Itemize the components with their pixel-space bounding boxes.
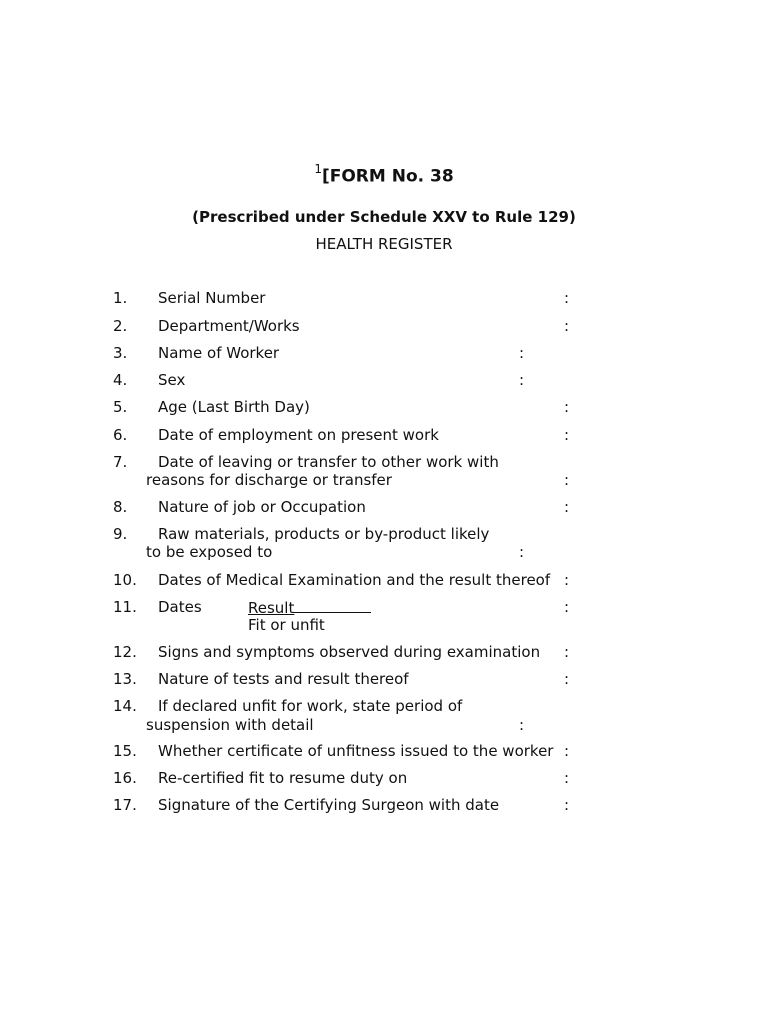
item-number: 16. <box>113 769 137 787</box>
item-number: 14. <box>113 697 137 715</box>
item-label: Sex <box>158 371 186 389</box>
item-colon: : <box>519 716 525 734</box>
item-number: 4. <box>113 371 128 389</box>
item-label: Date of leaving or transfer to other work with <box>158 453 499 471</box>
item-label: Department/Works <box>158 317 300 335</box>
footnote-marker: 1 <box>314 162 322 176</box>
item-colon: : <box>519 543 525 561</box>
item-colon: : <box>564 426 570 444</box>
item-colon: : <box>564 769 570 787</box>
item-label: Dates <box>158 598 202 616</box>
item-number: 8. <box>113 498 128 516</box>
item-colon: : <box>564 317 570 335</box>
item-colon: : <box>564 571 570 589</box>
item-label: Whether certificate of unfitness issued to the worker <box>158 742 554 760</box>
item-label: Date of employment on present work <box>158 426 439 444</box>
result-column-heading <box>248 598 371 617</box>
item-label: Signature of the Certifying Surgeon with date <box>158 796 500 814</box>
item-label: Signs and symptoms observed during examination <box>158 643 541 661</box>
item-label: Re-certified fit to resume duty on <box>158 769 408 787</box>
item-label-continued: suspension with detail <box>146 716 314 734</box>
item-label: Raw materials, products or by-product likely <box>158 525 490 543</box>
item-number: 1. <box>113 289 128 307</box>
item-colon: : <box>564 796 570 814</box>
register-heading: HEALTH REGISTER <box>315 235 453 253</box>
item-number: 6. <box>113 426 128 444</box>
item-number: 11. <box>113 598 137 616</box>
item-colon: : <box>564 598 570 616</box>
result-underline <box>294 598 371 613</box>
item-number: 17. <box>113 796 137 814</box>
item-label: Serial Number <box>158 289 266 307</box>
item-label: Name of Worker <box>158 344 280 362</box>
item-colon: : <box>519 371 525 389</box>
item-number: 12. <box>113 643 137 661</box>
item-colon: : <box>564 670 570 688</box>
item-label-continued: reasons for discharge or transfer <box>146 471 392 489</box>
item-number: 15. <box>113 742 137 760</box>
item-colon: : <box>564 471 570 489</box>
item-number: 2. <box>113 317 128 335</box>
item-number: 10. <box>113 571 137 589</box>
result-label: Result <box>248 599 295 617</box>
item-number: 13. <box>113 670 137 688</box>
form-title <box>0 164 768 187</box>
item-label: Nature of job or Occupation <box>158 498 366 516</box>
item-label: Nature of tests and result thereof <box>158 670 409 688</box>
item-colon: : <box>564 643 570 661</box>
item-number: 5. <box>113 398 128 416</box>
item-label: Age (Last Birth Day) <box>158 398 310 416</box>
form-subtitle: (Prescribed under Schedule XXV to Rule 129) <box>192 208 576 226</box>
item-colon: : <box>564 289 570 307</box>
item-colon: : <box>564 398 570 416</box>
item-colon: : <box>519 344 525 362</box>
form-title-text: [FORM No. 38 <box>321 166 454 187</box>
item-colon: : <box>564 498 570 516</box>
item-number: 7. <box>113 453 128 471</box>
item-label: If declared unfit for work, state period of <box>158 697 463 715</box>
item-label-continued: to be exposed to <box>146 543 273 561</box>
item-label: Dates of Medical Examination and the result thereof <box>158 571 551 589</box>
item-colon: : <box>564 742 570 760</box>
item-number: 9. <box>113 525 128 543</box>
fit-or-unfit-label: Fit or unfit <box>248 616 325 634</box>
item-number: 3. <box>113 344 128 362</box>
